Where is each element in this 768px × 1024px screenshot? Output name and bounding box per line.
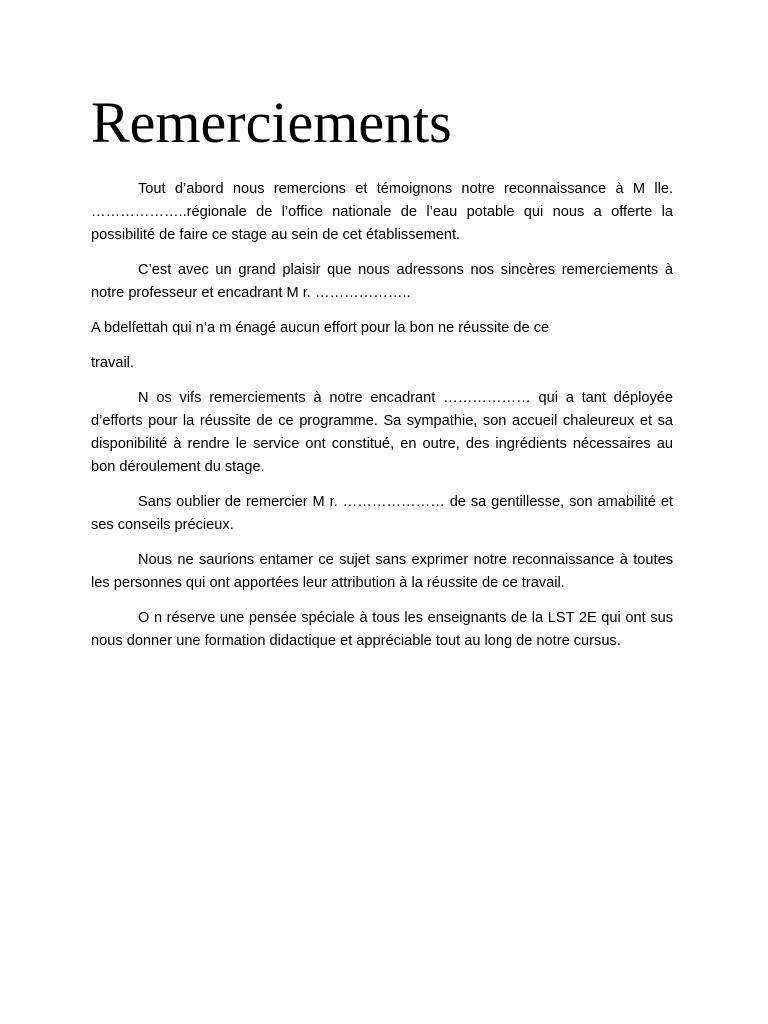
paragraph-abdelfettah: A bdelfettah qui n’a m énagé aucun effort pour la bon ne réussite de ce [91, 320, 550, 336]
paragraph-encadrant: N os vifs remerciements à notre encadrant ……………… qui a tant déployée d’efforts pour la réussite de ce programme. Sa sympathie, son accueil chaleureux et sa disponibilité à rendre le service ont constitué, en outre, des ingrédients nécessaires au bon déroulement du stage. [91, 390, 673, 475]
paragraph-intro: Tout d’abord nous remercions et témoignons notre reconnaissance à M lle. ………………..régionale de l’office nationale de l’eau potable qui nous a offerte la possibilité de faire ce stage au sein de cet établissement. [91, 181, 673, 243]
document-body [91, 178, 673, 665]
paragraph-gentillesse: Sans oublier de remercier M r. ………………… de sa gentillesse, son amabilité et ses conseils précieux. [91, 494, 673, 533]
page-title: Remerciements [91, 90, 452, 155]
paragraph-reconnaissance: Nous ne saurions entamer ce sujet sans exprimer notre reconnaissance à toutes les personnes qui ont apportées leur attribution à la réussite de ce travail. [91, 552, 673, 591]
paragraph-travail: travail. [91, 355, 134, 371]
paragraph-professor: C’est avec un grand plaisir que nous adressons nos sincères remerciements à notre professeur et encadrant M r. ……………….. [91, 262, 673, 301]
paragraph-enseignants: O n réserve une pensée spéciale à tous les enseignants de la LST 2E qui ont sus nous donner une formation didactique et appréciable tout au long de notre cursus. [91, 610, 673, 649]
